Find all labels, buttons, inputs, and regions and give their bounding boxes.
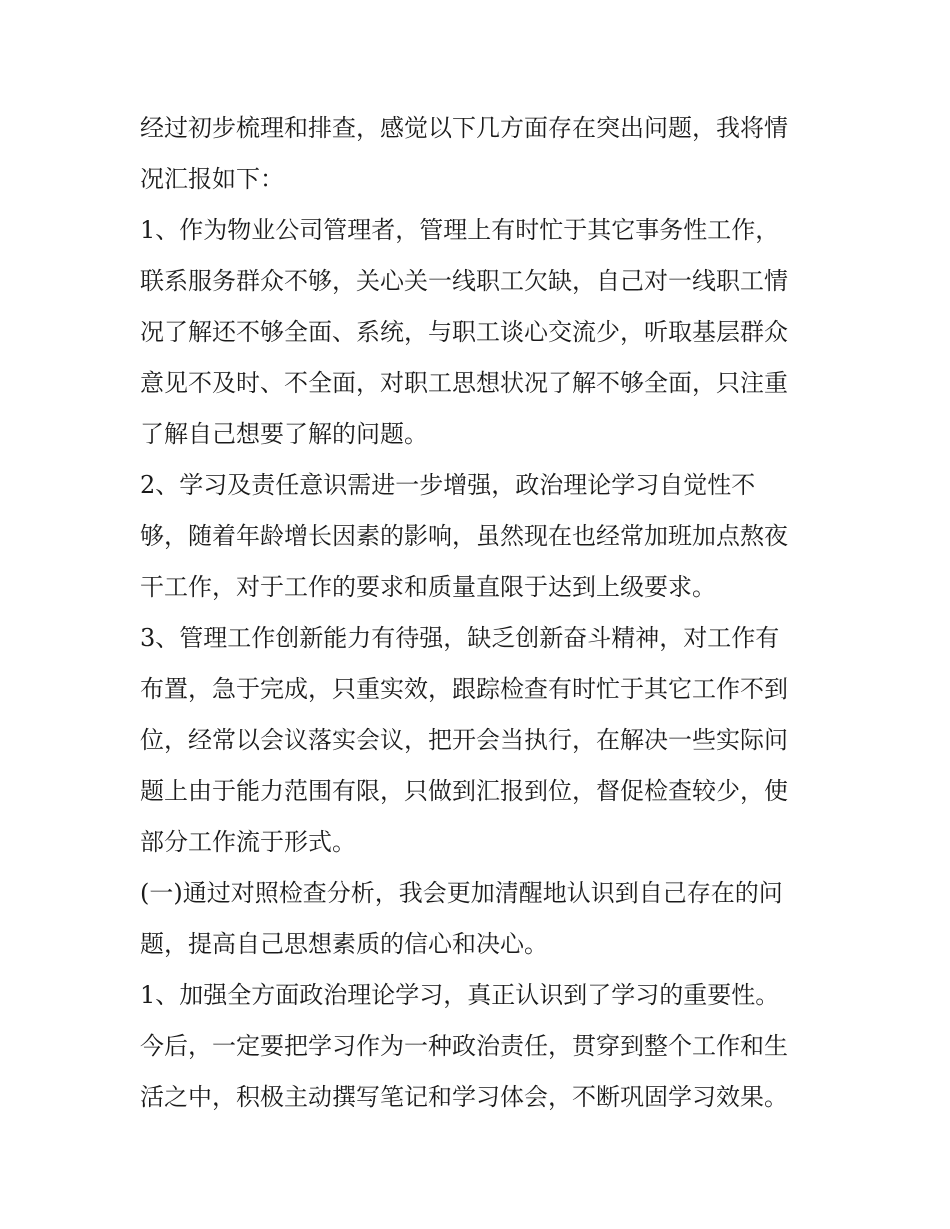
text-line: 3、管理工作创新能力有待强，缺乏创新奋斗精神，对工作有 bbox=[140, 624, 780, 652]
text-line: 1、作为物业公司管理者，管理上有时忙于其它事务性工作， bbox=[140, 216, 780, 244]
text-line: 布置，急于完成，只重实效，跟踪检查有时忙于其它工作不到 bbox=[140, 675, 788, 703]
text-line: 够，随着年龄增长因素的影响，虽然现在也经常加班加点熬夜 bbox=[140, 522, 788, 550]
text-line: 联系服务群众不够，关心关一线职工欠缺，自己对一线职工情 bbox=[140, 267, 788, 295]
text-line: 经过初步梳理和排查，感觉以下几方面存在突出问题，我将情 bbox=[140, 114, 788, 142]
text-line: 2、学习及责任意识需进一步增强，政治理论学习自觉性不 bbox=[140, 471, 756, 499]
text-line: 1、加强全方面政治理论学习，真正认识到了学习的重要性。 bbox=[140, 981, 780, 1009]
text-line: 况汇报如下： bbox=[140, 165, 284, 193]
text-line: 活之中，积极主动撰写笔记和学习体会，不断巩固学习效果。 bbox=[140, 1083, 788, 1111]
text-line: 今后，一定要把学习作为一种政治责任，贯穿到整个工作和生 bbox=[140, 1032, 788, 1060]
text-line: (一)通过对照检查分析，我会更加清醒地认识到自己存在的问 bbox=[140, 879, 783, 907]
text-line: 位，经常以会议落实会议，把开会当执行，在解决一些实际问 bbox=[140, 726, 788, 754]
text-line: 题，提高自己思想素质的信心和决心。 bbox=[140, 930, 548, 958]
text-line: 部分工作流于形式。 bbox=[140, 828, 356, 856]
text-line: 题上由于能力范围有限，只做到汇报到位，督促检查较少，使 bbox=[140, 777, 788, 805]
text-line: 了解自己想要了解的问题。 bbox=[140, 420, 428, 448]
text-line: 干工作，对于工作的要求和质量直限于达到上级要求。 bbox=[140, 573, 716, 601]
text-line: 意见不及时、不全面，对职工思想状况了解不够全面，只注重 bbox=[140, 369, 788, 397]
text-line: 况了解还不够全面、系统，与职工谈心交流少，听取基层群众 bbox=[140, 318, 788, 346]
document-body bbox=[140, 103, 820, 1123]
